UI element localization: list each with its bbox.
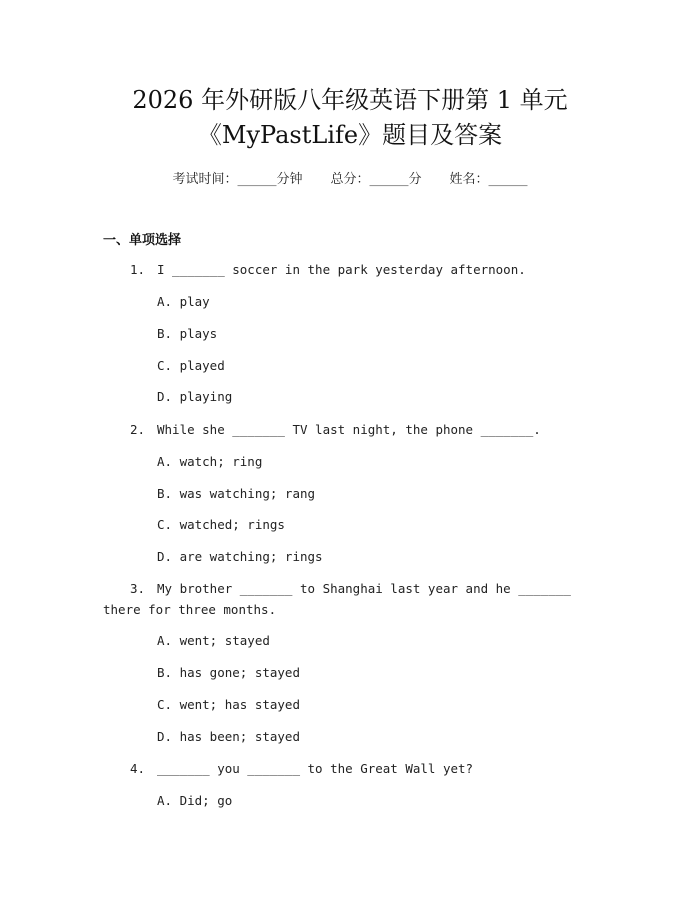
question-2 <box>103 419 583 440</box>
question-1-option-a: A. play <box>157 294 210 309</box>
question-3-option-a: A. went; stayed <box>157 633 270 648</box>
exam-time-field: 考试时间：______分钟 <box>172 172 303 187</box>
exam-title-line-2: 《MyPastLife》题目及答案 <box>197 121 503 149</box>
question-4 <box>103 758 583 779</box>
total-score-field: 总分：______分 <box>330 172 422 187</box>
question-3 <box>103 578 583 620</box>
question-2-option-d: D. are watching; rings <box>157 549 323 564</box>
question-3-option-d: D. has been; stayed <box>157 729 300 744</box>
question-3-option-c: C. went; has stayed <box>157 697 300 712</box>
question-text: While she _______ TV last night, the phone _______. <box>157 422 541 437</box>
section-heading: 一、单项选择 <box>103 233 182 248</box>
student-name-field: 姓名：______ <box>449 172 528 187</box>
question-1-option-c: C. played <box>157 358 225 373</box>
question-3-option-b: B. has gone; stayed <box>157 665 300 680</box>
question-4-option-a: A. Did; go <box>157 793 233 808</box>
question-number: 2. <box>130 422 146 437</box>
question-text: My brother _______ to Shanghai last year and he _______ there for three months. <box>103 581 571 617</box>
question-number: 4. <box>130 761 146 776</box>
question-1-option-d: D. playing <box>157 389 233 404</box>
question-number: 3. <box>130 581 146 596</box>
question-1 <box>103 259 583 280</box>
question-2-option-c: C. watched; rings <box>157 517 285 532</box>
question-1-option-b: B. plays <box>157 326 218 341</box>
exam-meta <box>0 168 700 187</box>
question-number: 1. <box>130 262 146 277</box>
exam-title-line-1: 2026 年外研版八年级英语下册第 1 单元 <box>132 86 568 114</box>
question-text: I _______ soccer in the park yesterday afternoon. <box>157 262 526 277</box>
question-2-option-b: B. was watching; rang <box>157 486 316 501</box>
question-text: _______ you _______ to the Great Wall yet? <box>157 761 474 776</box>
question-2-option-a: A. watch; ring <box>157 454 263 469</box>
